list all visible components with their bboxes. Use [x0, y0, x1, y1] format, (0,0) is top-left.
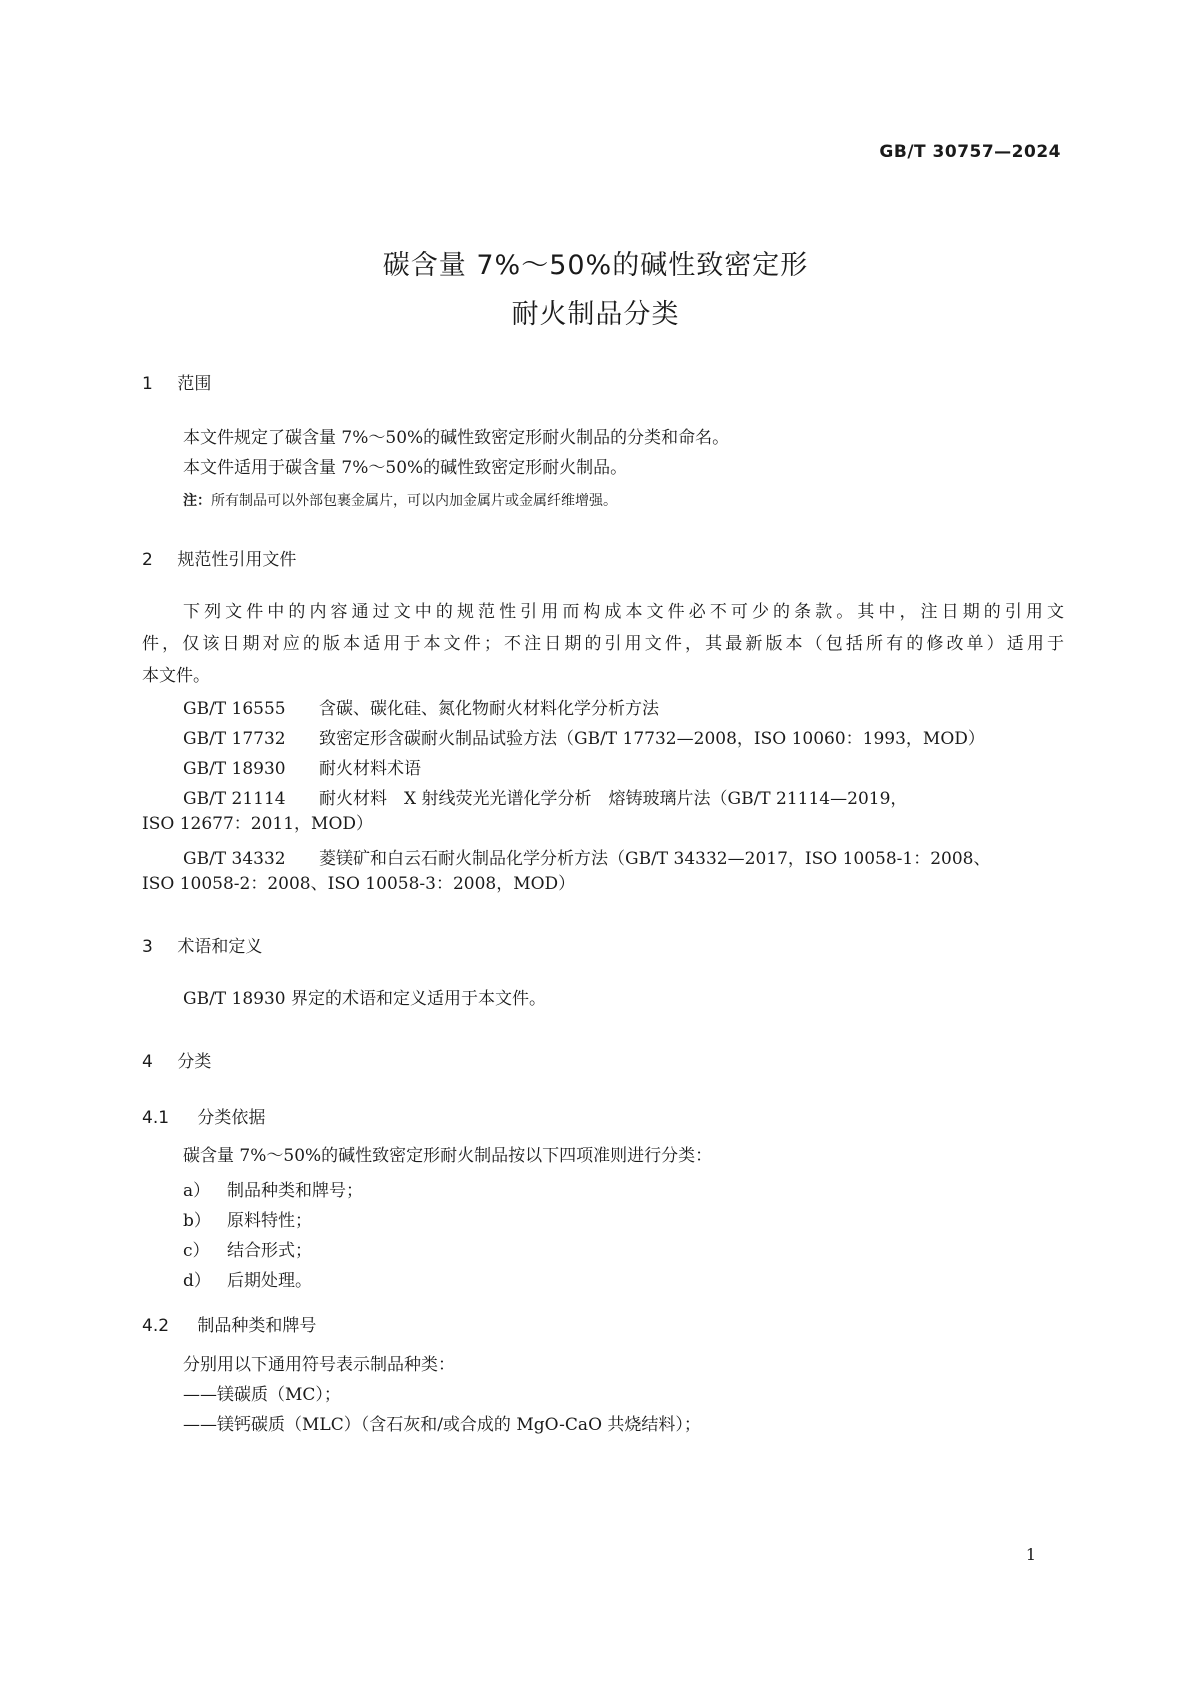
- list-marker: c）: [183, 1241, 210, 1261]
- section-3-title: 术语和定义: [177, 937, 263, 957]
- subsection-4-1-intro: 碳含量 7%～50%的碱性致密定形耐火制品按以下四项准则进行分类：: [183, 1146, 713, 1166]
- section-4-number: 4: [142, 1052, 153, 1072]
- document-title-line1: 碳含量 7%～50%的碱性致密定形: [382, 250, 809, 281]
- subsection-4-2-title: 制品种类和牌号: [197, 1316, 317, 1336]
- section-3-number: 3: [142, 937, 153, 957]
- dash-list-item: ——镁钙碳质（MLC）（含石灰和/或合成的 MgO-CaO 共烧结料）；: [183, 1415, 701, 1435]
- list-item: [183, 1266, 312, 1291]
- reference-continuation: ISO 12677：2011，MOD）: [142, 814, 374, 834]
- list-text: 原料特性；: [227, 1211, 312, 1231]
- subsection-4-1-number: 4.1: [142, 1108, 170, 1128]
- reference-title: 耐火材料 X 射线荧光光谱化学分析 熔铸玻璃片法（GB/T 21114—2019，: [319, 789, 908, 809]
- note-label: 注：: [183, 493, 211, 509]
- reference-code: GB/T 17732: [183, 729, 286, 749]
- section-3-paragraph: GB/T 18930 界定的术语和定义适用于本文件。: [183, 989, 547, 1009]
- section-4-title: 分类: [177, 1052, 212, 1072]
- reference-title: 菱镁矿和白云石耐火制品化学分析方法（GB/T 34332—2017，ISO 10058-1：2008、: [319, 849, 991, 869]
- subsection-4-2-heading: [142, 1311, 316, 1336]
- reference-title: 致密定形含碳耐火制品试验方法（GB/T 17732—2008，ISO 10060：1993，MOD）: [319, 729, 985, 749]
- list-text: 结合形式；: [227, 1241, 312, 1261]
- list-marker: b）: [183, 1211, 211, 1231]
- reference-item: [183, 724, 985, 749]
- section-2-intro-line1: 下列文件中的内容通过文中的规范性引用而构成本文件必不可少的条款。其中，注日期的引用文: [183, 602, 1064, 622]
- dash-list-item: ——镁碳质（MC）；: [183, 1385, 341, 1405]
- section-1-title: 范围: [177, 374, 212, 394]
- section-2-intro-line3: 本文件。: [142, 666, 210, 686]
- list-marker: a）: [183, 1181, 211, 1201]
- subsection-4-1-heading: [142, 1103, 265, 1128]
- subsection-4-2-intro: 分别用以下通用符号表示制品种类：: [183, 1355, 455, 1375]
- subsection-4-2-number: 4.2: [142, 1316, 170, 1336]
- list-marker: d）: [183, 1271, 211, 1291]
- section-1-paragraph-1: 本文件规定了碳含量 7%～50%的碱性致密定形耐火制品的分类和命名。: [183, 428, 730, 448]
- reference-item: [183, 784, 907, 809]
- section-1-note: [183, 490, 617, 510]
- page-number: 1: [1025, 1545, 1036, 1564]
- list-item: [183, 1236, 312, 1261]
- list-text: 制品种类和牌号；: [227, 1181, 363, 1201]
- list-item: [183, 1176, 363, 1201]
- reference-title: 含碳、碳化硅、氮化物耐火材料化学分析方法: [319, 699, 659, 719]
- section-2-title: 规范性引用文件: [177, 550, 297, 570]
- section-4-heading: [142, 1047, 211, 1072]
- section-2-number: 2: [142, 550, 153, 570]
- document-title-line2: 耐火制品分类: [511, 299, 680, 330]
- section-3-heading: [142, 932, 262, 957]
- section-1-heading: [142, 369, 211, 394]
- subsection-4-1-title: 分类依据: [197, 1108, 266, 1128]
- section-1-paragraph-2: 本文件适用于碳含量 7%～50%的碱性致密定形耐火制品。: [183, 458, 628, 478]
- reference-item: [183, 844, 991, 869]
- reference-continuation: ISO 10058-2：2008、ISO 10058-3：2008，MOD）: [142, 874, 576, 894]
- standard-number: GB/T 30757—2024: [879, 142, 1061, 162]
- reference-code: GB/T 18930: [183, 759, 286, 779]
- reference-item: [183, 694, 659, 719]
- section-1-number: 1: [142, 374, 153, 394]
- reference-code: GB/T 21114: [183, 789, 286, 809]
- section-2-intro-line2: 件，仅该日期对应的版本适用于本文件；不注日期的引用文件，其最新版本（包括所有的修改单）适用于: [142, 634, 1064, 654]
- section-2-heading: [142, 545, 296, 570]
- note-text: 所有制品可以外部包裹金属片，可以内加金属片或金属纤维增强。: [211, 493, 617, 509]
- reference-title: 耐火材料术语: [319, 759, 421, 779]
- reference-item: [183, 754, 421, 779]
- reference-code: GB/T 34332: [183, 849, 286, 869]
- list-text: 后期处理。: [227, 1271, 312, 1291]
- list-item: [183, 1206, 312, 1231]
- reference-code: GB/T 16555: [183, 699, 286, 719]
